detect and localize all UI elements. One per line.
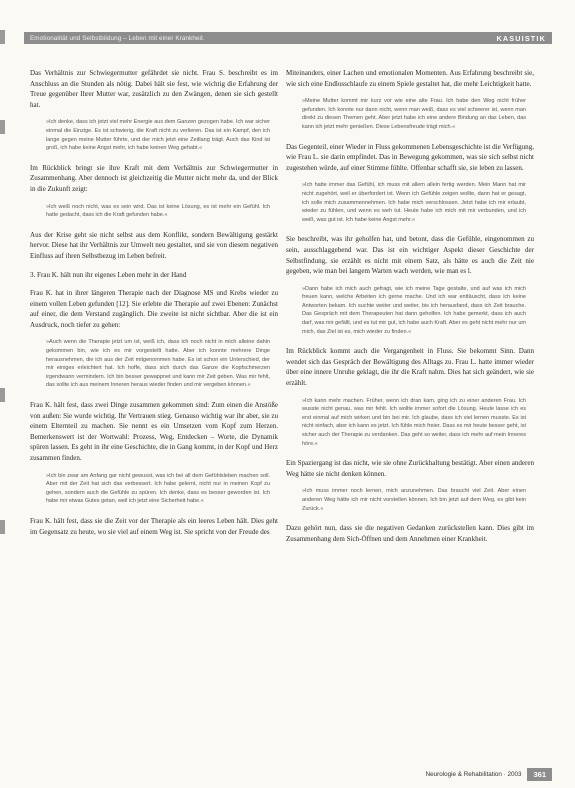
right-column bbox=[286, 68, 534, 552]
interview-quote: »Auch wenn die Therapie jetzt um ist, weiß ich, dass ich noch nicht in mich alleine dahin gekommen bin, wie ich es mir vorgestellt hatte. Aber ich konnte mehrere Dinge herausnehmen, die ich aus der Zeit mitgenommen habe. Es ist schon ein Unterschied, der mir einiges erleichtert hat. Ich hoffe, dass sich durch das Ganze die Kopfschmerzen irgendwann vermindern. Ich bin besser gewappnet und kann mir Zeit geben. Was mir fehlt, das sollte ich aus meinem Inneren heraus wieder finden und mir vergeben können.« bbox=[46, 339, 270, 389]
journal-name: Neurologie & Rehabilitation · 2003 bbox=[425, 770, 522, 778]
page-edge-mark bbox=[0, 120, 5, 134]
page-footer bbox=[30, 768, 552, 780]
page-edge-mark bbox=[0, 520, 5, 534]
paragraph: Sie beschreibt, was ihr geholfen hat, und betont, dass die Gefühle, eingenommen zu sein, ausschlaggebend war. Das ist ein wichtiger Aspekt dieser Geschichte der Selbstfindung, sie erzählt es nicht mit einem Satz, als hätte es auch die Zeit nie gegeben, wie man bei langem Warten wach werden, wie man es l. bbox=[286, 235, 534, 276]
paragraph: Dazu gehört nun, dass sie die negativen Gedanken zurückstellen kann. Dies gibt im Zusammenhang dem Sich-Öffnen und dem Annehmen einer Krankheit. bbox=[286, 524, 534, 543]
paragraph: Das Verhältnis zur Schwiegermutter gefährdet sie nicht. Frau S. beschreibt es im Anschluss an die Stunden als nötig. Dabei hält sie fest, wie wichtig die Erfahrung der Treue gegenüber Ihrer Mutter war, zusätzlich zu den Zwängen, denen sie sich gestellt hat. bbox=[30, 69, 278, 109]
paragraph: Das Gegenteil, einer Wieder in Fluss gekommenen Lebensgeschichte ist die Verfügung, wie Frau L. sie darin empfindet. Das in Bewegung gekommen, was sie sich selbst nicht zugestehen würde, auf einer Stimme fühlte. Offenbar schafft sie, sie leben zu lassen. bbox=[286, 142, 534, 172]
interview-quote: »Meine Mutter kommt mir kurz vor wie eine alte Frau. Ich habe den Weg nicht früher gefunden. Ich konnte nur dann nicht, wenn man weiß, dass es viel schwerer ist, wenn man direkt zu diesen Themen geht. Aber jetzt habe ich eine andere Bindung an das Leben, das kann ich jetzt mehr genießen. Diese Lebensfreude trägt mich.« bbox=[302, 98, 526, 130]
running-title: Emotionalität und Selbstbildung – Leben mit einer Krankheit. bbox=[30, 34, 205, 42]
page-edge-mark bbox=[0, 388, 5, 402]
interview-quote: »Ich muss immer noch lernen, mich anzunehmen. Das braucht viel Zeit. Aber einen anderen Weg hätte ich mir nicht vorstellen können. Ich bin jetzt auf dem Weg, es gibt kein Zurück.« bbox=[302, 488, 526, 512]
interview-quote: »Ich kann mehr machen. Früher, wenn ich dran kam, ging ich zu einer anderen Frau. Ich wusste nicht genau, was mir fehlt. Ich wollte immer sofort die Lösung. Heute lasse ich es erst einmal auf mich wirken und bin bei mir. Ich glaube, dass ich viel lernen musste. Es ist nicht einfach, aber ich kann es jetzt. Ich fühle mich freier. Dass es mir heute besser geht, ist sicher auch der Therapie zu verdanken. Das geht so weiter, dass ich mehr auf mein Inneres höre.« bbox=[302, 397, 526, 447]
left-column bbox=[30, 68, 278, 545]
section-label: KASUISTIK bbox=[496, 33, 546, 43]
paragraph: Im Rückblick kommt auch die Vergangenheit in Fluss. Sie bekommt Sinn. Dann wendet sich das Gespräch der Bewältigung des Alltags zu. Frau L. hatte immer wieder über eine innere Unruhe geklagt, die ihr die Kraft nahm. Dies hat sich geändert, wie sie erzählt. bbox=[286, 347, 534, 388]
paragraph: Ein Spaziergang ist das nicht, wie sie ohne Zurückhaltung bestätigt. Aber einen anderen Weg hätte sie nicht denken können. bbox=[286, 459, 534, 478]
page-edge-mark bbox=[0, 30, 5, 44]
interview-quote: »Ich bin zwar am Anfang gar nicht gewusst, was ich bei all dem Gefühlsleben machen soll. Aber mit der Zeit hat sich das verbessert. Ich habe gelernt, nicht nur in meinen Kopf zu gehen, sondern auch die Gefühle zu spüren. Ich denke, dass es besser geworden ist. Ich habe mir etwas Gutes getan, weil ich jetzt eine Sicherheit habe.« bbox=[46, 472, 270, 505]
section-subheading: 3. Frau K. hält nun ihr eigenes Leben mehr in der Hand bbox=[30, 270, 187, 279]
page-number: 361 bbox=[527, 768, 552, 781]
paragraph: Frau K. hält fest, dass sie die Zeit vor der Therapie als ein leeres Leben hält. Dies geht im Gegensatz zu heute, wo sie viel auf einem Weg ist. Sie spricht von der Freude des bbox=[30, 516, 278, 536]
paragraph: Miteinanders, einer Lachen und emotionalen Momenten. Aus Erfahrung beschreibt sie, wie sich eine Endlosschlaufe zu einem Spiele gestaltet hat, die mehr Leichtigkeit hatte. bbox=[286, 69, 534, 88]
paragraph: Im Rückblick bringt sie ihre Kraft mit dem Verhältnis zur Schwiegermutter in Zusammenhang. Aber dennoch ist gleichzeitig die Mutter nicht mehr da, und der Blick in die Zukunft zeigt: bbox=[30, 163, 278, 193]
interview-quote: »Dann habe ich mich auch gefragt, wie ich meine Tage gestalte, und auf was ich mich freuen kann, welche Arbeiten ich gerne mache. Und ich war enttäuscht, dass ich keine Antworten bekam. Ich suchte weiter und weiter, bis ich herausfand, dass ich Zeit brauche. Das Gespräch mit dem Therapeuten hat dann geholfen. Ich habe gemerkt, dass ich auch darf, was mir gefällt, und es tut mir gut, ich habe auch Kraft. Aber es geht nicht mehr nur um mich, das Ziel ist es, mich wieder zu finden.« bbox=[302, 285, 526, 335]
interview-quote: »Ich denke, dass ich jetzt viel mehr Energie aus dem Ganzen gezogen habe. Ich war sicher einmal die Einzige. Es ist schwierig, die Kraft nicht zu verlieren. Das ist ein Kampf, den ich lange gegen meine Mutter führte, und der mich jetzt eine Zeitlang trägt. Auch das Kind ist groß, ich habe keine Angst mehr, ich habe keinen Weg gehabt.« bbox=[46, 119, 270, 152]
paragraph: Frau K. hat in ihrer längeren Therapie nach der Diagnose MS und Krebs wieder zu einem vollen Leben gefunden [12]. Sie erlebte die Therapie auf zwei Ebenen: Zunächst auf einer, die dem Verstand zugänglich. Die zweite ist nicht sichtbar. Aber die ist ein Ausdruck, noch tiefer zu gehen: bbox=[30, 289, 278, 329]
page-header bbox=[24, 32, 552, 44]
interview-quote: »Ich hatte immer das Gefühl, ich muss mit allem allein fertig werden. Mein Mann hat mir nicht zugehört, weil er überfordert ist. Wenn ich Gefühle zeigen wollte, dann hat er gesagt, ich solle mich zusammennehmen. Ich habe mich verschlossen. Jetzt habe ich mir erlaubt, wieder zu fühlen, und wenn es weh tut. Heute habe ich mich mit mir verbunden, und ich weiß, was gut ist. Ich habe keine Angst mehr.« bbox=[302, 182, 526, 223]
interview-quote: »Ich weiß noch nicht, was es sein wird. Das ist keine Lösung, es ist mehr ein Gefühl. Ich hatte gedacht, dass ich die Kraft gefunden habe.« bbox=[46, 203, 270, 219]
paragraph: Aus der Krise geht sie nicht selbst aus dem Konflikt, sondern Bewältigung gestärkt hervor. Diese hat ihr Verhältnis zur Umwelt neu gestaltet, und sie von diesem negativen Einfluss auf ihren Selbstbezug im Leben befreit. bbox=[30, 230, 278, 260]
paragraph: Frau K. hält fest, dass zwei Dinge zusammen gekommen sind: Zum einen die Anstöße von außen: Sie wurde wichtig. Ihr Vertrauen stieg. Genauso wichtig war ihr aber, sie zu einem Elternteil zu machen. Sie nennt es ein Umsetzen vom Kopf zum Herzen. Bemerkenswert ist der Wortwahl: Prozess, Weg, Entdecken – Worte, die Dynamik spüren lassen. Es geht in ihr eine Geschichte, die in Gang kommt, in der Kopf und Herz zusammen finden. bbox=[30, 401, 278, 462]
